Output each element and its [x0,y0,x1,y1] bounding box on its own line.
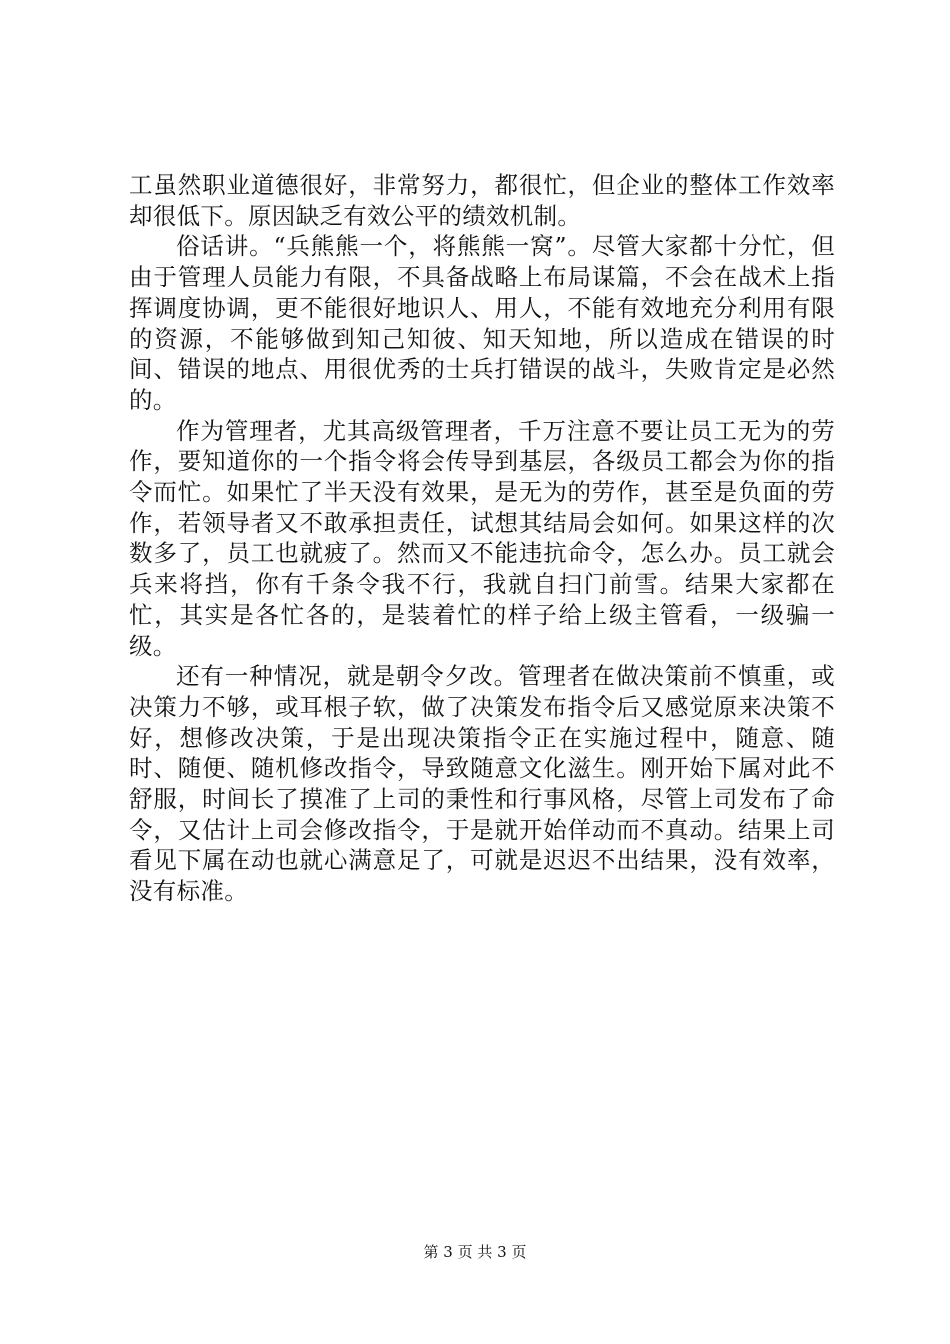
paragraph-2: 俗话讲。“兵熊熊一个，将熊熊一窝”。尽管大家都十分忙，但由于管理人员能力有限，不具备战略上布局谋篇，不会在战术上指挥调度协调，更不能很好地识人、用人，不能有效地充分利用有限的资源，不能够做到知己知彼、知天知地，所以造成在错误的时间、错误的地点、用很优秀的士兵打错误的战斗，失败肯定是必然的。 [129,232,835,414]
paragraph-4: 还有一种情况，就是朝令夕改。管理者在做决策前不慎重，或决策力不够，或耳根子软，做了决策发布指令后又感觉原来决策不好，想修改决策，于是出现决策指令正在实施过程中，随意、随时、随便、随机修改指令，导致随意文化滋生。刚开始下属对此不舒服，时间长了摸准了上司的秉性和行事风格，尽管上司发布了命令，又估计上司会修改指令，于是就开始佯动而不真动。结果上司看见下属在动也就心满意足了，可就是迟迟不出结果，没有效率，没有标准。 [129,662,835,906]
paragraph-3: 作为管理者，尤其高级管理者，千万注意不要让员工无为的劳作，要知道你的一个指令将会传导到基层，各级员工都会为你的指令而忙。如果忙了半天没有效果，是无为的劳作，甚至是负面的劳作，若领导者又不敢承担责任，试想其结局会如何。如果这样的次数多了，员工也就疲了。然而又不能违抗命令，怎么办。员工就会兵来将挡，你有千条令我不行，我就自扫门前雪。结果大家都在忙，其实是各忙各的，是装着忙的样子给上级主管看，一级骗一级。 [129,416,835,660]
paragraph-1: 工虽然职业道德很好，非常努力，都很忙，但企业的整体工作效率却很低下。原因缺乏有效公平的绩效机制。 [129,171,835,230]
page-footer: 第 3 页 共 3 页 [423,1243,527,1261]
document-body [129,170,835,907]
